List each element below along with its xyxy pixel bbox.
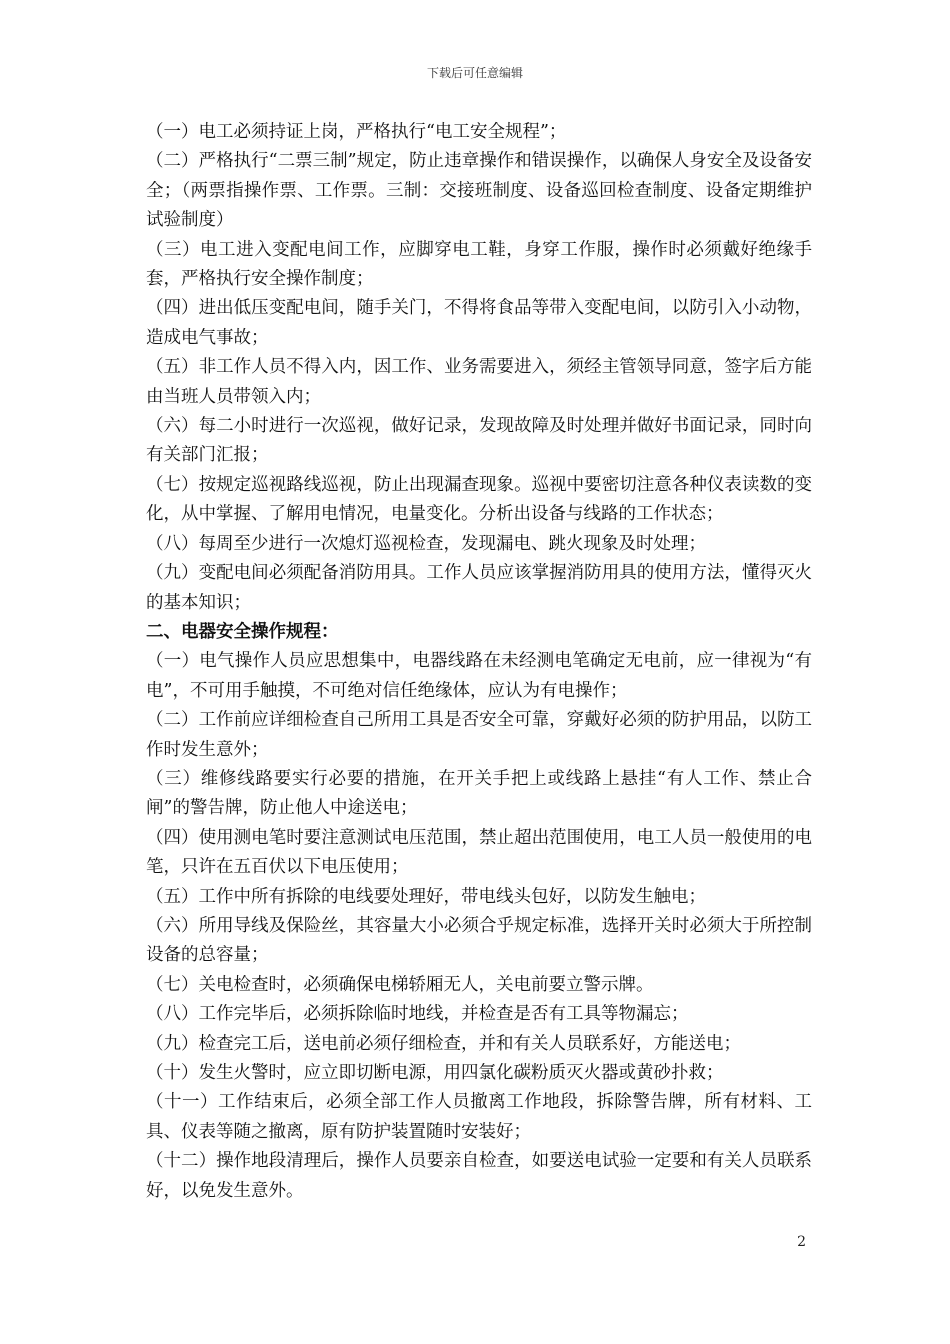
paragraph-5: （五）非工作人员不得入内，因工作、业务需要进入，须经主管领导同意，签字后方能由当班人员带领入内； (146, 357, 812, 407)
paragraph-6: （六）每二小时进行一次巡视，做好记录，发现故障及时处理并做好书面记录，同时向有关部门汇报； (146, 416, 812, 466)
paragraph-19: （十）发生火警时，应立即切断电源，用四氯化碳粉质灭火器或黄砂扑救； (146, 1063, 724, 1083)
paragraph-12: （三）维修线路要实行必要的措施，在开关手把上或线路上悬挂“有人工作、禁止合闸”的警告牌，防止他人中途送电； (146, 768, 812, 819)
paragraph-21: （十二）操作地段清理后，操作人员要亲自检查，如要送电试验一定要和有关人员联系好，以免发生意外。 (146, 1151, 812, 1201)
paragraph-20: （十一）工作结束后，必须全部工作人员撤离工作地段，拆除警告牌，所有材料、工具、仪表等随之撤离，原有防护装置随时安装好； (146, 1092, 812, 1142)
paragraph-11: （二）工作前应详细检查自己所用工具是否安全可靠，穿戴好必须的防护用品，以防工作时发生意外； (146, 710, 812, 760)
paragraph-2: （二）严格执行“二票三制”规定，防止违章操作和错误操作，以确保人身安全及设备安全；（两票指操作票、工作票。三制：交接班制度、设备巡回检查制度、设备定期维护试验制度） (146, 151, 812, 231)
paragraph-8: （八）每周至少进行一次熄灯巡视检查，发现漏电、跳火现象及时处理； (146, 533, 706, 554)
paragraph-7: （七）按规定巡视路线巡视，防止出现漏查现象。巡视中要密切注意各种仪表读数的变化，从中掌握、了解用电情况，电量变化。分析出设备与线路的工作状态； (146, 474, 812, 525)
page-header: 下载后可任意编辑 (426, 66, 523, 80)
paragraph-10: （一）电气操作人员应思想集中，电器线路在未经测电笔确定无电前，应一律视为“有电”，不可用手触摸，不可绝对信任绝缘体，应认为有电操作； (146, 651, 812, 701)
section-heading: 二、电器安全操作规程： (146, 621, 339, 642)
page-number: 2 (797, 1234, 806, 1250)
paragraph-3: （三）电工进入变配电间工作，应脚穿电工鞋，身穿工作服，操作时必须戴好绝缘手套，严格执行安全操作制度； (146, 239, 812, 290)
paragraph-16: （七）关电检查时，必须确保电梯轿厢无人，关电前要立警示牌。 (146, 974, 654, 995)
paragraph-15: （六）所用导线及保险丝，其容量大小必须合乎规定标准，选择开关时必须大于所控制设备的总容量； (146, 915, 812, 966)
paragraph-9: （九）变配电间必须配备消防用具。工作人员应该掌握消防用具的使用方法，懂得灭火的基本知识； (146, 563, 812, 613)
document-body (146, 118, 812, 1206)
paragraph-18: （九）检查完工后，送电前必须仔细检查，并和有关人员联系好，方能送电； (146, 1033, 741, 1054)
paragraph-13: （四）使用测电笔时要注意测试电压范围，禁止超出范围使用，电工人员一般使用的电笔，只许在五百伏以下电压使用； (146, 827, 812, 878)
paragraph-17: （八）工作完毕后，必须拆除临时地线，并检查是否有工具等物漏忘； (146, 1004, 689, 1025)
paragraph-1: （一）电工必须持证上岗，严格执行“电工安全规程”； (146, 122, 567, 142)
paragraph-4: （四）进出低压变配电间，随手关门，不得将食品等带入变配电间，以防引入小动物，造成电气事故； (146, 298, 812, 348)
paragraph-14: （五）工作中所有拆除的电线要处理好，带电线头包好，以防发生触电； (146, 886, 706, 907)
